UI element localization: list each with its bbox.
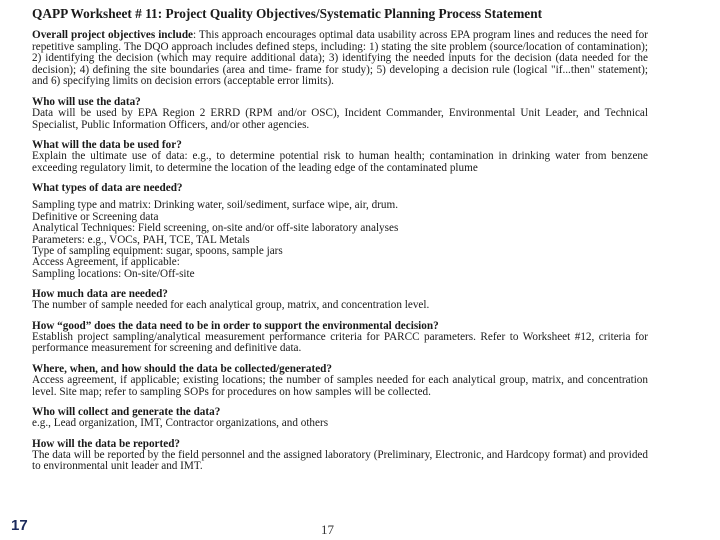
list-item: Type of sampling equipment: sugar, spoons, sample jars [32,244,283,257]
who-collects-question: Who will collect and generate the data? [32,406,221,419]
overall-objectives-lead: Overall project objectives include [32,29,194,41]
how-reported-section [32,438,648,473]
where-when-answer: Access agreement, if applicable; existing locations; the number of samples needed for each analytical group, matrix, and concentration level. Site map; refer to sampling SOPs for procedures on how samples will be collected. [32,373,648,398]
how-good-answer: Establish project sampling/analytical measurement performance criteria for PARCC parameters. Refer to Worksheet #12, criteria for performance measurement for screening and definitive data. [32,330,648,355]
how-much-section [32,288,648,312]
overall-objectives-paragraph [32,30,648,88]
list-item: Parameters: e.g., VOCs, PAH, TCE, TAL Metals [32,233,250,246]
list-item: Analytical Techniques: Field screening, on-site and/or off-site laboratory analyses [32,222,399,235]
where-when-question: Where, when, and how should the data be collected/generated? [32,362,332,375]
data-types-section [32,182,648,280]
what-for-answer: Explain the ultimate use of data: e.g., to determine potential risk to human health; contamination in drinking water from benzene exceeding regulatory limit, to determine the location of the leading edge of the contaminated plume [32,150,648,174]
how-much-answer: The number of sample needed for each analytical group, matrix, and concentration level. [32,299,430,312]
slide-number: 17 [11,517,28,534]
data-types-question: What types of data are needed? [32,182,183,195]
overall-objectives-text: : This approach encourages optimal data usability across EPA program lines and reduces the need for repetitive sampling. The DQO approach includes defined steps, including: 1) stating the site problem (source/location of contamination); 2) identifying the decision (which may require additional data); 3) identifying the needed inputs for the decision (data needed for the decision); 4) defining the site boundaries (area and time- frame for study); 5) developing a decision rule (logical "if...then" statement); and 6) specifying limits on decision errors (acceptable error limits). [32,29,648,88]
who-uses-answer: Data will be used by EPA Region 2 ERRD (RPM and/or OSC), Incident Commander, Environmental Unit Leader, and Technical Specialist, Public Information Officers, and/or other agencies. [32,106,648,131]
how-good-section [32,320,648,355]
data-types-list [32,200,648,280]
worksheet-title: QAPP Worksheet # 11: Project Quality Objectives/Systematic Planning Process Statement [32,6,543,21]
how-much-question: How much data are needed? [32,288,168,301]
list-item: Definitive or Screening data [32,210,159,223]
how-reported-question: How will the data be reported? [32,437,181,450]
where-when-section [32,363,648,398]
what-for-question: What will the data be used for? [32,139,182,152]
list-item: Access Agreement, if applicable: [32,256,180,269]
list-item: Sampling locations: On-site/Off-site [32,267,195,280]
how-reported-answer: The data will be reported by the field personnel and the assigned laboratory (Preliminary, Electronic, and Hardcopy format) and provided to environmental unit leader and IMT. [32,448,648,473]
who-collects-section [32,406,648,430]
who-uses-question: Who will use the data? [32,95,141,108]
overall-objectives-section [32,30,648,88]
who-uses-section [32,96,648,131]
list-item: Sampling type and matrix: Drinking water, soil/sediment, surface wipe, air, drum. [32,199,399,212]
page-number: 17 [321,522,334,537]
worksheet-page [26,6,648,516]
who-collects-answer: e.g., Lead organization, IMT, Contractor organizations, and others [32,417,329,430]
how-good-question: How “good” does the data need to be in order to support the environmental decision? [32,319,439,332]
what-for-section [32,139,648,174]
